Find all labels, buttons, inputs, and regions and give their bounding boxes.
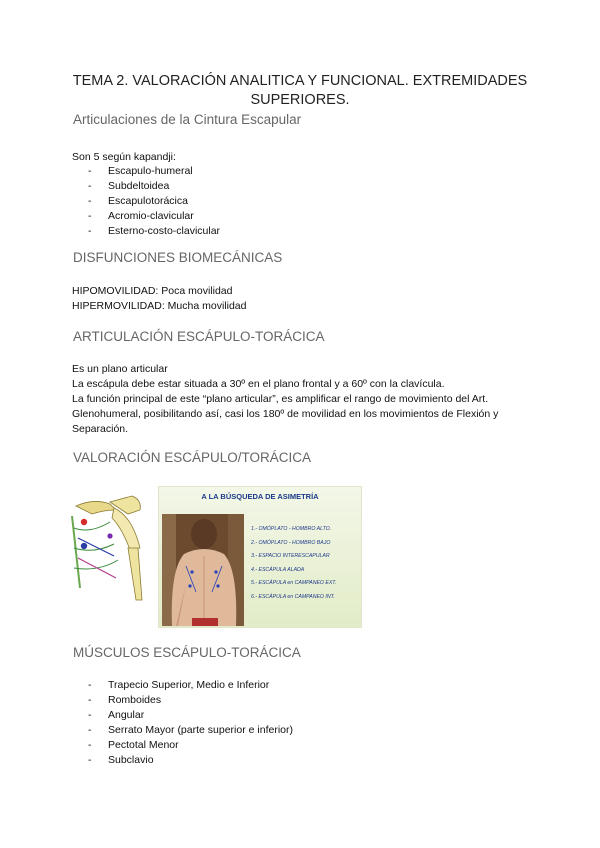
dash-bullet: - <box>88 694 92 706</box>
legend-item: 3.- ESPACIO INTERESCAPULAR <box>251 553 330 559</box>
articulacion-line-1: Es un plano articular <box>72 363 168 375</box>
heading-cintura-escapular: Articulaciones de la Cintura Escapular <box>73 112 302 127</box>
dash-bullet: - <box>88 210 92 222</box>
list-item: - Acromio-clavicular <box>88 210 194 222</box>
dash-bullet: - <box>88 679 92 691</box>
dash-bullet: - <box>88 165 92 177</box>
asymmetry-figure-panel <box>158 486 362 628</box>
list-item: - Romboides <box>88 694 162 706</box>
cintura-intro: Son 5 según kapandji: <box>72 151 176 163</box>
heading-articulacion: ARTICULACIÓN ESCÁPULO-TORÁCICA <box>73 329 325 344</box>
musculos-list <box>88 678 293 768</box>
dash-bullet: - <box>88 709 92 721</box>
legend-item: 2.- OMÓPLATO - HOMBRO BAJO <box>251 539 331 546</box>
legend-item: 1.- OMÓPLATO - HOMBRO ALTO. <box>251 526 332 532</box>
document-title: TEMA 2. VALORACIÓN ANALITICA Y FUNCIONAL. EXTREMIDADES SUPERIORES. <box>72 73 528 108</box>
heading-valoracion: VALORACIÓN ESCÁPULO/TORÁCICA <box>73 450 312 465</box>
dash-bullet: - <box>88 225 92 237</box>
dash-bullet: - <box>88 180 92 192</box>
articulacion-line-2: La escápula debe estar situada a 30º en el plano frontal y a 60º con la clavícula. <box>72 378 445 390</box>
shoulder-skeleton-illustration <box>70 488 154 606</box>
legend-item: 5.- ESCÁPULA en CAMPANEO EXT. <box>251 580 337 586</box>
cintura-list <box>88 164 220 239</box>
list-item: - Pectotal Menor <box>88 739 179 751</box>
dash-bullet: - <box>88 754 92 766</box>
list-item: - Trapecio Superior, Medio e Inferior <box>88 679 270 691</box>
list-item: - Subclavio <box>88 754 154 766</box>
patient-back-photo <box>162 514 244 626</box>
dash-bullet: - <box>88 739 92 751</box>
disfuncion-hiper: HIPERMOVILIDAD: Mucha movilidad <box>72 300 247 312</box>
disfuncion-hipo: HIPOMOVILIDAD: Poca movilidad <box>72 285 233 297</box>
dash-bullet: - <box>88 724 92 736</box>
list-item: - Escapulo-humeral <box>88 165 193 177</box>
legend-item: 6.- ESCÁPULA en CAMPANEO INT. <box>251 593 335 600</box>
list-item: - Angular <box>88 709 145 721</box>
figure-title: A LA BÚSQUEDA DE ASIMETRÍA <box>201 492 319 501</box>
heading-musculos: MÚSCULOS ESCÁPULO-TORÁCICA <box>73 645 301 660</box>
list-item: - Esterno-costo-clavicular <box>88 225 221 237</box>
articulacion-line-3: La función principal de este “plano articular”, es amplificar el rango de movimiento del Art. Glenohumeral, posibilitando así, casi los 180º de movilidad en los movimientos de Flexión y Separación. <box>72 393 499 435</box>
dash-bullet: - <box>88 195 92 207</box>
list-item: - Serrato Mayor (parte superior e inferior) <box>88 724 293 736</box>
figure-legend <box>251 526 336 607</box>
heading-disfunciones: DISFUNCIONES BIOMECÁNICAS <box>73 250 283 265</box>
list-item: - Escapulotorácica <box>88 195 188 207</box>
legend-item: 4.- ESCÁPULA ALADA <box>251 566 305 573</box>
list-item: - Subdeltoidea <box>88 180 170 192</box>
